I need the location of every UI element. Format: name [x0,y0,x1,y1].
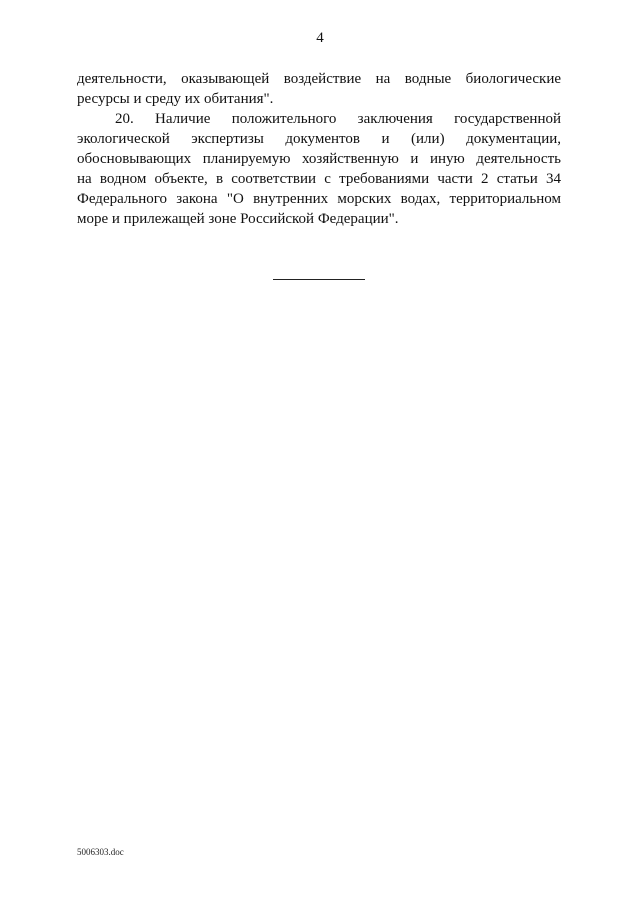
end-separator-line [273,279,365,280]
text-line: экологической экспертизы документов и (или) документации, [77,131,561,147]
paragraph-continuation [77,69,561,109]
text-line: ресурсы и среду их обитания". [77,91,274,107]
text-line: 20. Наличие положительного заключения государственной [115,111,561,127]
text-line: обосновывающих планируемую хозяйственную и иную деятельность [77,151,561,167]
document-body [77,69,561,229]
page-number: 4 [316,30,324,46]
text-line: Федерального закона "О внутренних морских водах, территориальном [77,191,561,207]
text-line: море и прилежащей зоне Российской Федерации". [77,211,399,227]
text-line: деятельности, оказывающей воздействие на водные биологические [77,71,561,87]
paragraph-item-20 [77,109,561,229]
text-line: на водном объекте, в соответствии с требованиями части 2 статьи 34 [77,171,561,187]
footer-doc-id: 5006303.doc [77,847,124,857]
